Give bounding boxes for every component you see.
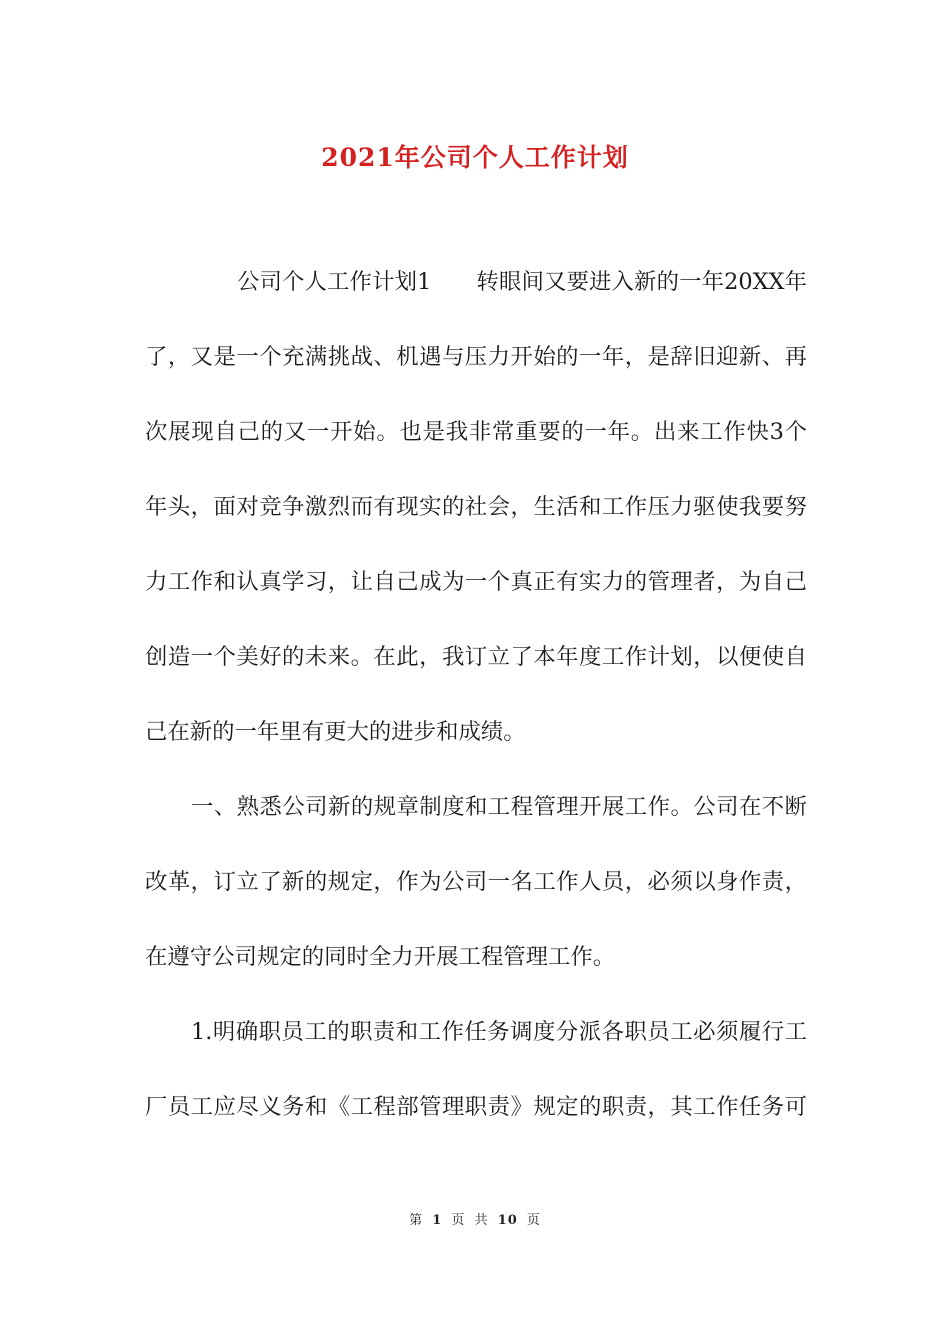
body-line: 力工作和认真学习，让自己成为一个真正有实力的管理者，为自己 — [145, 569, 807, 595]
current-page-number: 1 — [432, 1213, 443, 1228]
body-line: 年头，面对竞争激烈而有现实的社会，生活和工作压力驱使我要努 — [145, 494, 807, 520]
body-line: 厂员工应尽义务和《工程部管理职责》规定的职责，其工作任务可 — [145, 1094, 807, 1120]
total-pages-number: 10 — [497, 1213, 518, 1228]
footer-prefix: 第 — [409, 1213, 424, 1228]
body-line: 次展现自己的又一开始。也是我非常重要的一年。出来工作快3个 — [145, 419, 807, 445]
body-line: 在遵守公司规定的同时全力开展工程管理工作。 — [145, 944, 616, 970]
document-title: 2021年公司个人工作计划 — [321, 143, 629, 172]
page-footer — [0, 1209, 950, 1228]
body-line: 一、熟悉公司新的规章制度和工程管理开展工作。公司在不断 — [191, 794, 807, 820]
footer-middle: 页 共 — [451, 1213, 489, 1228]
body-line: 改革，订立了新的规定，作为公司一名工作人员，必须以身作责， — [145, 869, 807, 895]
document-body — [145, 262, 807, 1162]
body-line: 创造一个美好的未来。在此，我订立了本年度工作计划，以便使自 — [145, 644, 807, 670]
body-line: 公司个人工作计划1 转眼间又要进入新的一年20XX年 — [237, 269, 807, 295]
body-line: 了，又是一个充满挑战、机遇与压力开始的一年，是辞旧迎新、再 — [145, 344, 807, 370]
footer-suffix: 页 — [526, 1213, 541, 1228]
body-line: 己在新的一年里有更大的进步和成绩。 — [145, 719, 526, 745]
body-line: 1.明确职员工的职责和工作任务调度分派各职员工必须履行工 — [191, 1019, 807, 1045]
